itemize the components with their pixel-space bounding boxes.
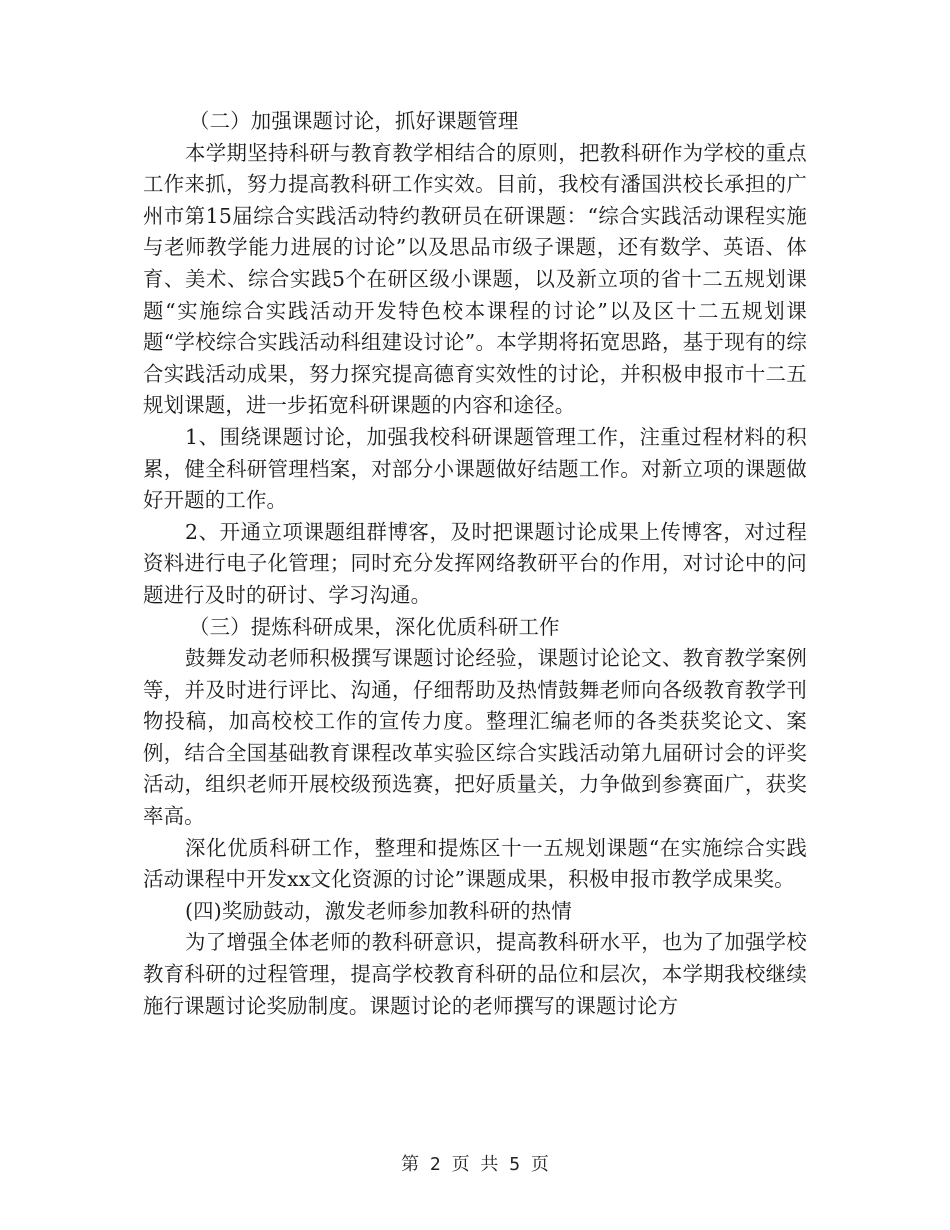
list-item-2: 2、开通立项课题组群博客，及时把课题讨论成果上传博客，对过程资料进行电子化管理；同时充分发挥网络教研平台的作用，对讨论中的问题进行及时的研讨、学习沟通。 bbox=[143, 519, 807, 607]
body-paragraph: 为了增强全体老师的教科研意识，提高教科研水平，也为了加强学校教育科研的过程管理，提高学校教育科研的品位和层次，本学期我校继续施行课题讨论奖励制度。课题讨论的老师撰写的课题讨论方 bbox=[143, 930, 807, 1018]
page-number-footer: 第 2 页 共 5 页 bbox=[401, 1154, 549, 1175]
section-heading-3: （三）提炼科研成果，深化优质科研工作 bbox=[189, 614, 560, 639]
section-heading-2: （二）加强课题讨论，抓好课题管理 bbox=[189, 109, 519, 133]
body-paragraph: 本学期坚持科研与教育教学相结合的原则，把教科研作为学校的重点工作来抓，努力提高教科研工作实效。目前，我校有潘国洪校长承担的广州市第15届综合实践活动特约教研员在研课题：“综合实践活动课程实施与老师教学能力进展的讨论”以及思品市级子课题，还有数学、英语、体育、美术、综合实践5个在研区级小课题，以及新立项的省十二五规划课题“实施综合实践活动开发特色校本课程的讨论”以及区十二五规划课题“学校综合实践活动科组建设讨论”。本学期将拓宽思路，基于现有的综合实践活动成果，努力探究提高德育实效性的讨论，并积极申报市十二五规划课题，进一步拓宽科研课题的内容和途径。 bbox=[143, 140, 807, 418]
list-item-1: 1、围绕课题讨论，加强我校科研课题管理工作，注重过程材料的积累，健全科研管理档案，对部分小课题做好结题工作。对新立项的课题做好开题的工作。 bbox=[143, 424, 807, 513]
document-body bbox=[143, 106, 807, 1022]
body-paragraph: 深化优质科研工作，整理和提炼区十一五规划课题“在实施综合实践活动课程中开发xx文化资源的讨论”课题成果，积极申报市教学成果奖。 bbox=[143, 835, 807, 892]
body-paragraph: 鼓舞发动老师积极撰写课题讨论经验，课题讨论论文、教育教学案例等，并及时进行评比、沟通，仔细帮助及热情鼓舞老师向各级教育教学刊物投稿，加高校校工作的宣传力度。整理汇编老师的各类获奖论文、案例，结合全国基础教育课程改革实验区综合实践活动第九届研讨会的评奖活动，组织老师开展校级预选赛，把好质量关，力争做到参赛面广，获奖率高。 bbox=[143, 646, 807, 829]
section-heading-4: (四)奖励鼓动，激发老师参加教科研的热情 bbox=[185, 898, 572, 923]
